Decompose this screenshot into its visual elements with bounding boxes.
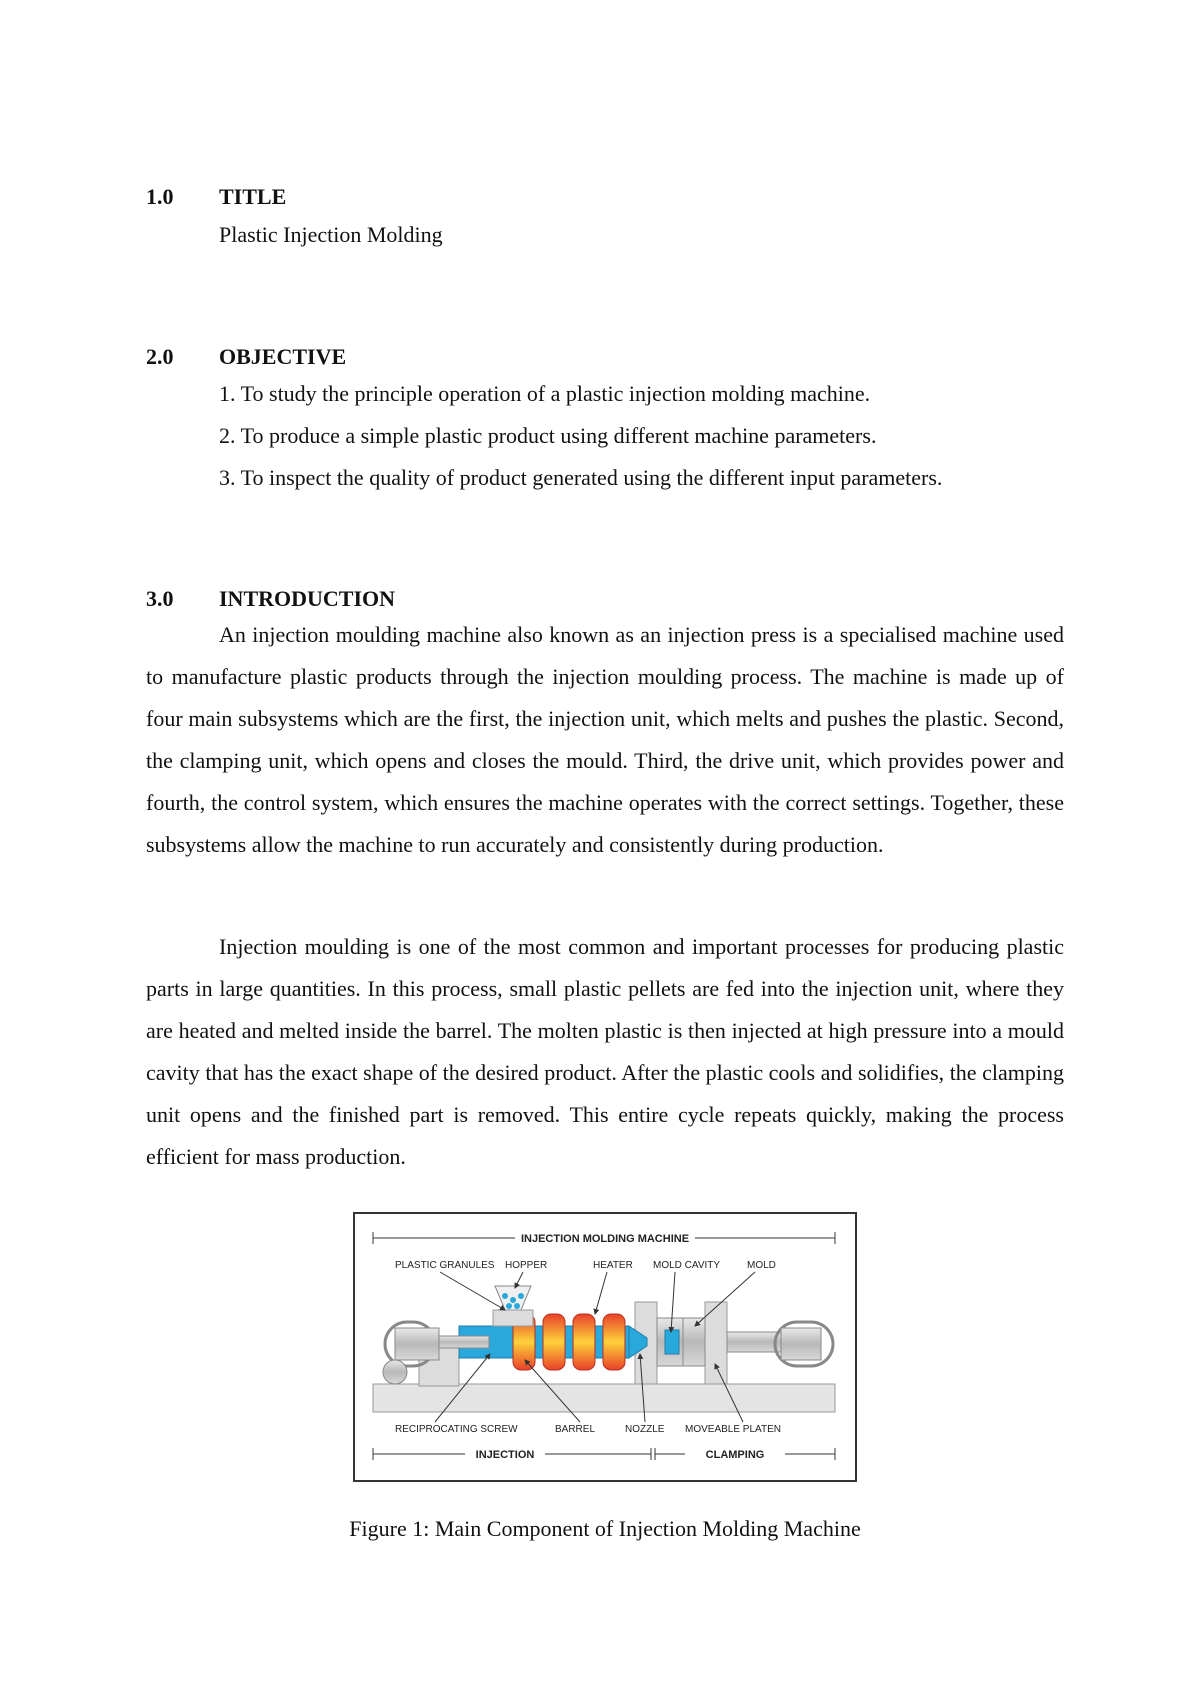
injection-molding-figure [353,1212,857,1482]
figure-caption: Figure 1: Main Component of Injection Molding Machine [349,1516,861,1541]
heater-band [603,1314,625,1370]
label-platen: MOVEABLE PLATEN [685,1424,781,1435]
label-injection: INJECTION [475,1449,535,1461]
label-mold: MOLD [747,1260,776,1271]
motor [383,1360,407,1384]
heater-band [573,1314,595,1370]
objective-item: 1. To study the principle operation of a plastic injection molding machine. [219,381,871,406]
machine-base [373,1384,835,1412]
section-heading-objective: OBJECTIVE [219,344,347,369]
mold-half [683,1318,705,1366]
label-mold-cavity: MOLD CAVITY [653,1260,721,1271]
objective-item: 3. To inspect the quality of product generated using the different input parameters. [219,465,943,490]
intro-paragraph: Injection moulding is one of the most common and important processes for producing plastic parts in large quantities. In this process, small plastic pellets are fed into the injection unit, where they are heated and melted inside the barrel. The molten plastic is then injected at high pressure into a mould cavity that has the exact shape of the desired product. After the plastic cools and solidifies, the clamping unit opens and the finished part is removed. This entire cycle repeats quickly, making the process efficient for mass production. [146,934,1064,1169]
injection-molding-diagram [355,1214,855,1480]
label-hopper: HOPPER [505,1260,548,1271]
section-heading-title: TITLE [219,184,287,209]
label-barrel: BARREL [555,1424,596,1435]
label-nozzle: NOZZLE [625,1424,665,1435]
label-heater: HEATER [593,1260,633,1271]
label-machine: INJECTION MOLDING MACHINE [520,1233,690,1245]
label-screw: RECIPROCATING SCREW [395,1424,518,1435]
label-granules: PLASTIC GRANULES [395,1260,495,1271]
screw-shaft [439,1336,489,1348]
document-title-text: Plastic Injection Molding [219,222,443,247]
mold-cavity [665,1330,679,1354]
intro-paragraph: An injection moulding machine also known as an injection press is a specialised machine used to manufacture plastic products through the injection moulding process. The machine is made up of four main subsystems which are the first, the injection unit, which melts and pushes the plastic. Second, the clamping unit, which opens and closes the mould. Third, the drive unit, which provides power and fourth, the control system, which ensures the machine operates with the correct settings. Together, these subsystems allow the machine to run accurately and consistently during production. [146,622,1064,857]
section-number-introduction: 3.0 [146,586,174,611]
objective-item: 2. To produce a simple plastic product using different machine parameters. [219,423,877,448]
section-number-title: 1.0 [146,184,174,209]
section-number-objective: 2.0 [146,344,174,369]
label-clamping: CLAMPING [705,1449,765,1461]
heater-band [543,1314,565,1370]
section-heading-introduction: INTRODUCTION [219,586,396,611]
